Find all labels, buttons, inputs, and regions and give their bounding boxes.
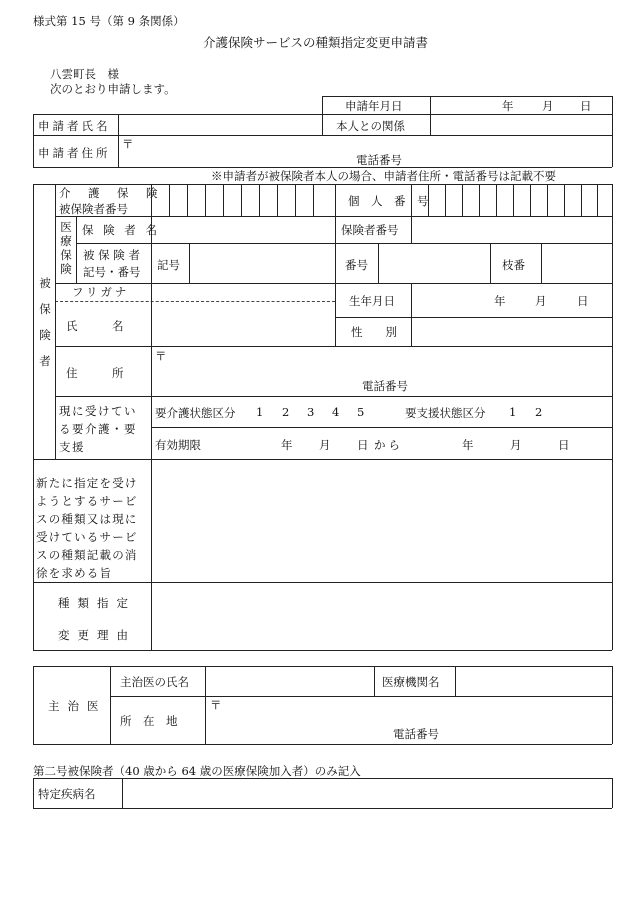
doctor-phone-label: 電話番号 [393,727,439,741]
gender-field[interactable] [412,318,611,346]
birth-day-label: 日 [577,294,589,308]
care-number-field[interactable] [152,185,334,216]
institution-label: 医療機関名 [382,675,440,689]
service-request-label: 新たに指定を受けようとするサービスの種類又は現に受けているサービスの種類記載の消徐を求める旨 [36,476,138,580]
form-title: 介護保険サービスの種類指定変更申請書 [203,35,429,50]
gender-label: 性 別 [351,325,397,339]
branch-field[interactable] [542,244,611,283]
insured-phone-label: 電話番号 [362,379,408,393]
birth-month-label: 月 [535,294,547,308]
number-label: 番号 [345,258,368,272]
care-level-3[interactable]: 3 [307,405,315,419]
insurer-name-label: 保 険 者 名 [82,223,160,237]
number-field[interactable] [379,244,489,283]
relation-field[interactable] [431,115,611,135]
support-level-label: 要支援状態区分 [405,406,486,420]
doctor-name-field[interactable] [206,667,373,696]
care-level-2[interactable]: 2 [282,405,290,419]
service-request-field[interactable] [152,460,611,581]
application-date-label: 申請年月日 [345,99,403,113]
insured-address-label: 住 所 [66,366,124,380]
care-level-4[interactable]: 4 [332,405,340,419]
postal-mark: 〒 [122,137,134,151]
care-level-label: 要介護状態区分 [155,406,236,420]
to-day-label: 日 [558,438,570,452]
change-reason-field[interactable] [152,583,611,650]
to-year-label: 年 [462,438,474,452]
applicant-name-label: 申請者氏名 [38,119,111,133]
insurer-number-label: 保険者番号 [341,223,399,237]
insured-name-field[interactable] [152,302,334,346]
doctor-name-label: 主治医の氏名 [120,675,189,689]
doctor-postal-mark: 〒 [210,698,222,712]
furigana-label: フリガナ [72,285,130,299]
medical-insurance-side-label: 医 療 保 険 [60,220,72,276]
from-word: から [374,438,403,452]
birth-year-label: 年 [494,294,506,308]
symbol-label: 記号 [157,258,180,272]
from-day-label: 日 [357,438,369,452]
care-level-1[interactable]: 1 [256,405,264,419]
date-day-label: 日 [580,99,592,113]
insured-side-label: 被 保 険 者 [39,276,51,368]
valid-period-label: 有効期限 [155,438,201,452]
care-number-label-2: 被保険者番号 [59,202,128,216]
disease-label: 特定疾病名 [38,787,96,801]
birthdate-label: 生年月日 [349,294,395,308]
addressee: 八雲町長 様 [50,67,119,81]
care-number-label-1: 介 護 保 険 [59,186,161,200]
doctor-side-label: 主治医 [48,699,107,713]
applicant-address-label: 申請者住所 [38,146,111,160]
insured-code-label-1: 被 保 険 者 [83,248,140,262]
relation-label: 本人との関係 [336,119,405,133]
reason-label-1: 種類指定 [58,596,136,610]
support-level-2[interactable]: 2 [535,405,543,419]
date-year-label: 年 [502,99,514,113]
from-month-label: 月 [319,438,331,452]
reason-label-2: 変更理由 [58,628,136,642]
applicant-phone-label: 電話番号 [356,153,402,167]
secondary-note: 第二号被保険者（40 歳から 64 歳の医療保険加入者）のみ記入 [33,764,361,778]
branch-label: 枝番 [502,258,525,272]
insurer-name-field[interactable] [152,217,334,243]
date-month-label: 月 [542,99,554,113]
furigana-field[interactable] [152,284,334,301]
form-number: 様式第 15 号（第 9 条関係） [33,14,185,28]
insurer-number-field[interactable] [412,217,611,243]
doctor-address-label: 所 在 地 [120,714,178,728]
institution-field[interactable] [456,667,611,696]
from-year-label: 年 [281,438,293,452]
intro-text: 次のとおり申請します。 [50,82,176,96]
personal-number-field[interactable] [412,185,611,216]
current-cert-label: 現に受けている要介護・要支援 [59,404,137,454]
applicant-name-field[interactable] [119,115,321,135]
support-level-1[interactable]: 1 [509,405,517,419]
insured-code-label-2: 記号・番号 [83,265,141,279]
insured-name-label: 氏 名 [66,319,124,333]
personal-number-label: 個 人 番 号 [348,194,429,208]
insured-postal-mark: 〒 [155,349,167,363]
disease-field[interactable] [123,779,611,808]
to-month-label: 月 [510,438,522,452]
care-level-5[interactable]: 5 [357,405,365,419]
applicant-note: ※申請者が被保険者本人の場合、申請者住所・電話番号は記載不要 [211,169,556,183]
